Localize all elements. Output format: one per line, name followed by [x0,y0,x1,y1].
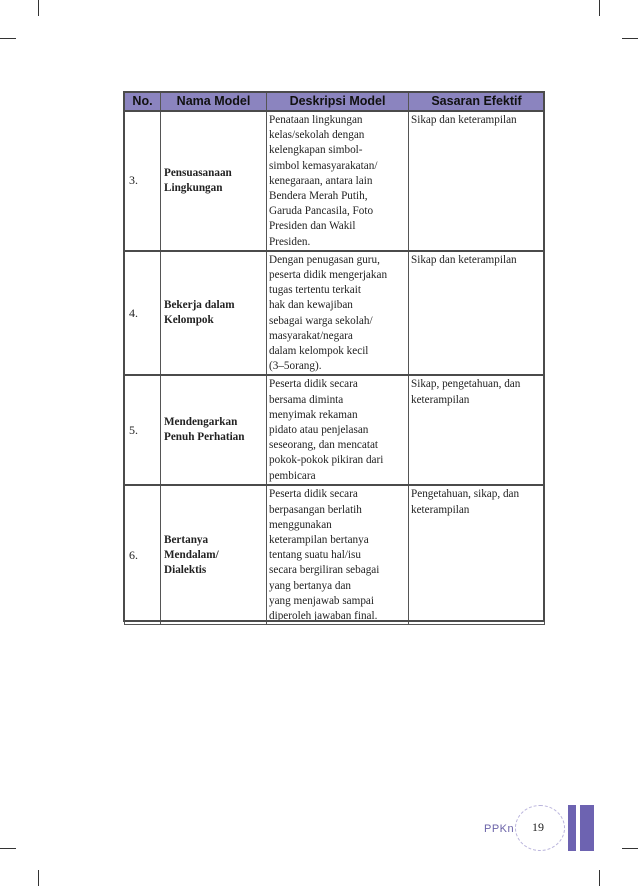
target-line: keterampilan [411,503,470,516]
model-name-line: Bertanya [164,533,209,546]
effective-target [409,111,545,251]
description-line: Peserta didik secara [269,488,358,501]
description-line: bersama diminta [269,393,344,406]
crop-mark [599,0,600,16]
target-line: keterampilan [411,393,470,406]
crop-mark [622,848,638,849]
model-name-line: Dialektis [164,563,207,576]
description-line: tugas tertentu terkait [269,284,361,297]
description-line: Penataan lingkungan [269,114,363,126]
description-line: (3–5orang). [269,360,322,373]
description-line: keterampilan bertanya [269,534,369,547]
target-line: Sikap, pengetahuan, dan [411,378,521,391]
model-name [161,111,267,251]
description-line: yang bertanya dan [269,579,352,592]
row-number: 3. [125,111,161,251]
description-line: berpasangan berlatih [269,503,362,516]
target-line: Sikap dan keterampilan [411,114,517,126]
crop-mark [0,848,16,849]
description-line: kenegaraan, antara lain [269,174,373,187]
model-description [267,111,409,251]
crop-mark [38,870,39,886]
decorative-bar [580,805,594,851]
description-line: Peserta didik secara [269,378,358,391]
table-header-row [125,93,545,112]
description-line: kelas/sekolah dengan [269,129,365,142]
model-name-line: Lingkungan [164,181,223,194]
description-line: tentang suatu hal/isu [269,549,361,562]
description-line: pokok-pokok pikiran dari [269,454,384,467]
effective-target [409,485,545,624]
model-name-line: Mendengarkan [164,416,238,429]
description-line: peserta didik mengerjakan [269,269,388,282]
crop-mark [622,38,638,39]
model-description [267,251,409,376]
crop-mark [0,38,16,39]
model-description [267,375,409,485]
description-line: menyimak rekaman [269,408,358,421]
header-deskripsi-model: Deskripsi Model [267,93,409,112]
description-line: kelengkapan simbol- [269,144,363,157]
target-line: Sikap dan keterampilan [411,253,517,266]
description-line: Garuda Pancasila, Foto [269,205,374,218]
row-number: 6. [125,485,161,624]
model-name-line: Penuh Perhatian [164,431,245,444]
description-line: masyarakat/negara [269,329,353,342]
model-name [161,251,267,376]
description-line: Dengan penugasan guru, [269,253,380,266]
header-sasaran-efektif: Sasaran Efektif [409,93,545,112]
description-line: simbol kemasyarakatan/ [269,159,378,172]
decorative-bar [568,805,576,851]
model-name-line: Mendalam/ [164,548,219,561]
description-line: Bendera Merah Putih, [269,190,368,203]
description-line: diperoleh jawaban final. [269,610,378,623]
model-name-line: Pensuasanaan [164,166,232,179]
description-line: menggunakan [269,518,332,531]
model-name-line: Bekerja dalam [164,298,235,311]
description-line: dalam kelompok kecil [269,345,369,358]
page-number: 19 [532,820,544,834]
table-row [125,111,545,251]
table-row [125,485,545,624]
description-line: seseorang, dan mencatat [269,439,379,452]
table-row [125,251,545,376]
model-name [161,485,267,624]
model-name [161,375,267,485]
description-line: secara bergiliran sebagai [269,564,380,577]
effective-target [409,375,545,485]
row-number: 4. [125,251,161,376]
crop-mark [38,0,39,16]
effective-target [409,251,545,376]
description-line: Presiden. [269,235,311,248]
crop-mark [599,870,600,886]
header-no: No. [125,93,161,112]
target-line: Pengetahuan, sikap, dan [411,488,520,501]
description-line: Presiden dan Wakil [269,220,356,233]
row-number: 5. [125,375,161,485]
model-name-line: Kelompok [164,314,214,327]
description-line: sebagai warga sekolah/ [269,314,373,327]
description-line: hak dan kewajiban [269,299,353,312]
header-nama-model: Nama Model [161,93,267,112]
description-line: pembicara [269,469,316,482]
table-row [125,375,545,485]
subject-label: PPKn [484,823,515,835]
description-line: yang menjawab sampai [269,594,375,607]
description-line: pidato atau penjelasan [269,424,369,437]
model-description [267,485,409,624]
model-table [124,92,545,625]
